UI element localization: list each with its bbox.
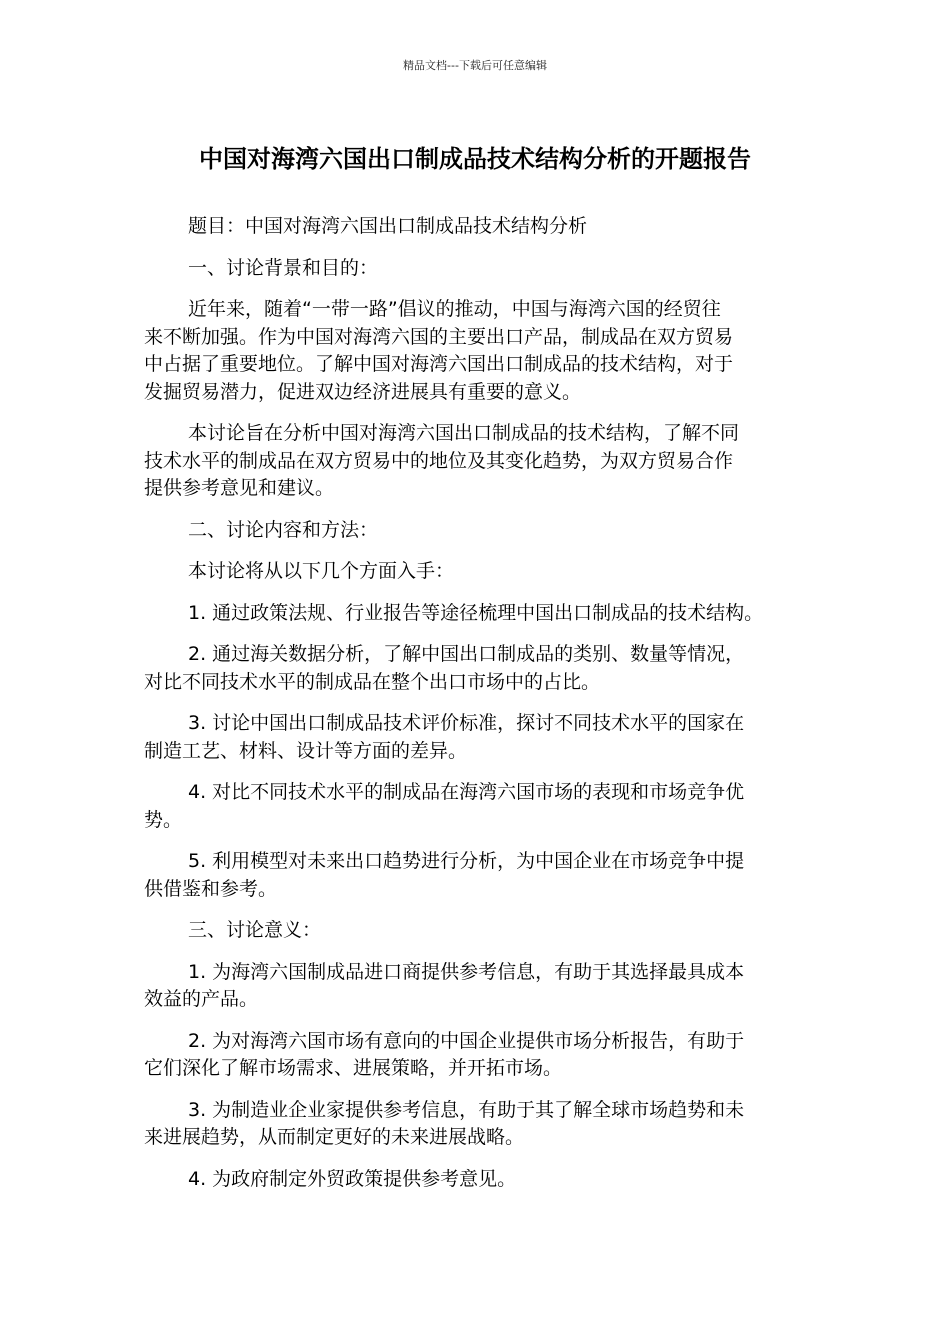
paragraph-line: 提供参考意见和建议。 — [144, 477, 335, 499]
paragraph-line: 1. 为海湾六国制成品进口商提供参考信息，有助于其选择最具成本 — [188, 960, 745, 983]
paragraph-line: 本讨论将从以下几个方面入手： — [188, 560, 455, 582]
paragraph-line: 4. 为政府制定外贸政策提供参考意见。 — [188, 1167, 517, 1190]
paragraph — [144, 255, 809, 283]
paragraph — [144, 296, 809, 406]
paragraph — [144, 517, 809, 545]
paragraph-line: 5. 利用模型对未来出口趋势进行分析，为中国企业在市场竞争中提 — [188, 850, 745, 872]
paragraph-line: 近年来，随着“一带一路”倡议的推动，中国与海湾六国的经贸往 — [188, 298, 721, 320]
paragraph-line: 供借鉴和参考。 — [144, 877, 278, 900]
paragraph-line: 2. 为对海湾六国市场有意向的中国企业提供市场分析报告，有助于 — [188, 1029, 745, 1052]
paragraph — [144, 558, 809, 586]
paragraph-line: 本讨论旨在分析中国对海湾六国出口制成品的技术结构，了解不同 — [188, 422, 740, 444]
paragraph-line: 1. 通过政策法规、行业报告等途径梳理中国出口制成品的技术结构。 — [188, 601, 764, 624]
paragraph — [144, 959, 809, 1014]
paragraph — [144, 917, 809, 945]
paragraph-line: 制造工艺、材料、设计等方面的差异。 — [144, 739, 468, 762]
paragraph-line: 它们深化了解市场需求、进展策略，并开拓市场。 — [144, 1057, 563, 1079]
paragraph-line: 一、讨论背景和目的： — [188, 256, 379, 279]
paragraph-line: 对比不同技术水平的制成品在整个出口市场中的占比。 — [144, 670, 601, 693]
paragraph-line: 技术水平的制成品在双方贸易中的地位及其变化趋势，为双方贸易合作 — [144, 449, 734, 472]
paragraph-line: 二、讨论内容和方法： — [188, 518, 379, 541]
paragraph — [144, 1028, 809, 1083]
document-title: 中国对海湾六国出口制成品技术结构分析的开题报告 — [199, 145, 751, 173]
paragraph-line: 势。 — [144, 808, 183, 831]
paragraph — [144, 213, 809, 241]
paragraph-line: 三、讨论意义： — [188, 919, 322, 941]
page-header-note: 精品文档---下载后可任意编辑 — [403, 59, 547, 72]
paragraph — [144, 1166, 809, 1194]
paragraph — [144, 420, 809, 503]
paragraph — [144, 641, 809, 696]
paragraph-line: 4. 对比不同技术水平的制成品在海湾六国市场的表现和市场竞争优 — [188, 781, 745, 803]
paragraph — [144, 600, 809, 628]
paragraph-line: 题目：中国对海湾六国出口制成品技术结构分析 — [188, 215, 588, 237]
paragraph-line: 来进展趋势，从而制定更好的未来进展战略。 — [144, 1126, 525, 1148]
paragraph — [144, 779, 809, 834]
paragraph-line: 中占据了重要地位。了解中国对海湾六国出口制成品的技术结构，对于 — [144, 353, 734, 375]
paragraph-line: 来不断加强。作为中国对海湾六国的主要出口产品，制成品在双方贸易 — [144, 325, 734, 348]
paragraph — [144, 848, 809, 903]
document-body — [144, 213, 809, 1207]
paragraph — [144, 710, 809, 765]
paragraph — [144, 1097, 809, 1152]
paragraph-line: 2. 通过海关数据分析，了解中国出口制成品的类别、数量等情况， — [188, 643, 745, 665]
paragraph-line: 3. 为制造业企业家提供参考信息，有助于其了解全球市场趋势和未 — [188, 1098, 745, 1121]
paragraph-line: 发掘贸易潜力，促进双边经济进展具有重要的意义。 — [144, 380, 582, 403]
paragraph-line: 效益的产品。 — [144, 988, 259, 1010]
paragraph-line: 3. 讨论中国出口制成品技术评价标准，探讨不同技术水平的国家在 — [188, 712, 745, 734]
